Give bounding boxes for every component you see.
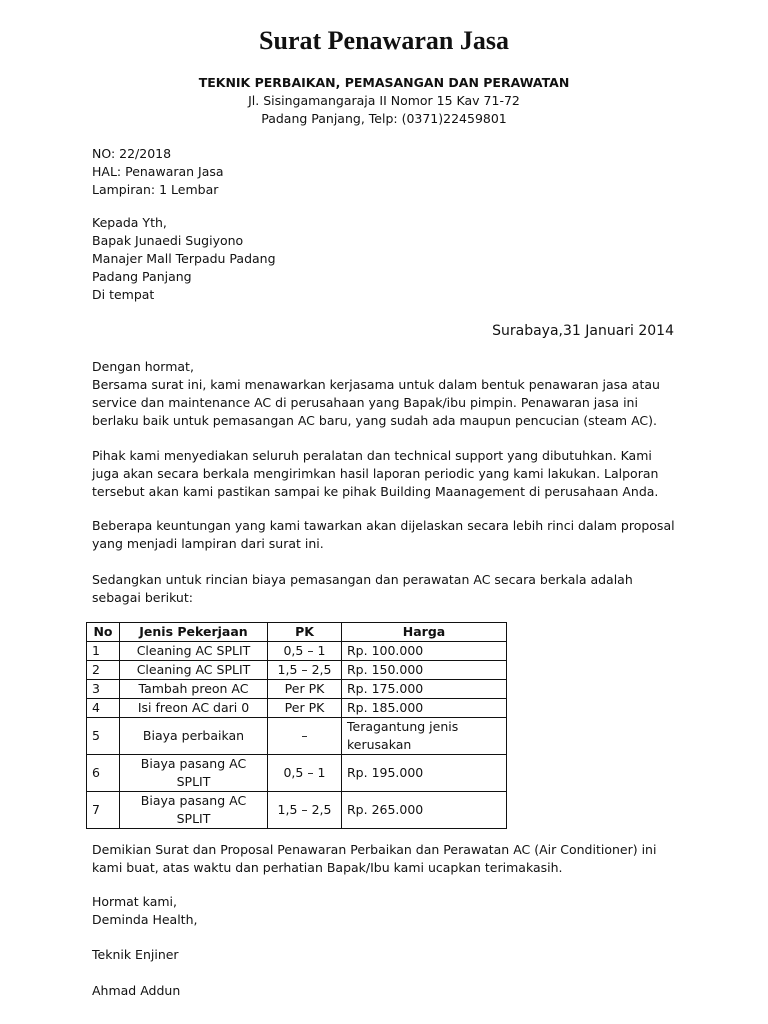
cell-price: Rp. 175.000	[342, 680, 507, 699]
letter-body	[92, 358, 660, 430]
paragraph-3-line: yang menjadi lampiran dari surat ini.	[92, 536, 324, 551]
header-no: No	[87, 623, 120, 642]
cell-job: Biaya perbaikan	[120, 718, 268, 755]
signer-name: Ahmad Addun	[92, 983, 181, 998]
paragraph-1-line: service dan maintenance AC di perusahaan yang Bapak/ibu pimpin. Penawaran jasa ini	[92, 395, 638, 410]
signature-block	[92, 893, 197, 929]
recipient-greeting: Kepada Yth,	[92, 215, 167, 230]
cell-job: Isi freon AC dari 0	[120, 699, 268, 718]
table-row	[87, 661, 507, 680]
closing-paragraph	[92, 841, 656, 877]
paragraph-2-line: Pihak kami menyediakan seluruh peralatan dan technical support yang dibutuhkan. Kami	[92, 448, 652, 463]
letter-date: Surabaya,31 Januari 2014	[492, 323, 674, 339]
header-job: Jenis Pekerjaan	[120, 623, 268, 642]
cell-job: Biaya pasang AC SPLIT	[120, 792, 268, 829]
table-header-row	[87, 623, 507, 642]
recipient-name: Bapak Junaedi Sugiyono	[92, 233, 244, 248]
paragraph-1-line: berlaku baik untuk pemasangan AC baru, yang sudah ada maupun pencucian (steam AC).	[92, 413, 657, 428]
recipient-place: Di tempat	[92, 287, 155, 302]
sender-company: Deminda Health,	[92, 912, 198, 927]
recipient-city: Padang Panjang	[92, 269, 192, 284]
paragraph-3	[92, 517, 675, 553]
cell-price: Rp. 185.000	[342, 699, 507, 718]
paragraph-4	[92, 571, 633, 607]
cell-pk: Per PK	[268, 699, 342, 718]
cell-price: Rp. 100.000	[342, 642, 507, 661]
price-table	[86, 622, 507, 829]
cell-pk: 1,5 – 2,5	[268, 661, 342, 680]
paragraph-3-line: Beberapa keuntungan yang kami tawarkan akan dijelaskan secara lebih rinci dalam proposal	[92, 518, 675, 533]
cell-job: Tambah preon AC	[120, 680, 268, 699]
paragraph-1-line: Bersama surat ini, kami menawarkan kerjasama untuk dalam bentuk penawaran jasa atau	[92, 377, 660, 392]
closing-line: Demikian Surat dan Proposal Penawaran Perbaikan dan Perawatan AC (Air Conditioner) ini	[92, 842, 657, 857]
table-row	[87, 755, 507, 792]
closing-line: kami buat, atas waktu dan perhatian Bapak/Ibu kami ucapkan terimakasih.	[92, 860, 563, 875]
cell-no: 3	[87, 680, 120, 699]
cell-pk: 0,5 – 1	[268, 642, 342, 661]
letter-meta	[92, 145, 224, 199]
cell-no: 4	[87, 699, 120, 718]
table-row	[87, 792, 507, 829]
cell-pk: –	[268, 718, 342, 755]
cell-price: Rp. 195.000	[342, 755, 507, 792]
cell-job: Cleaning AC SPLIT	[120, 661, 268, 680]
cell-pk: 1,5 – 2,5	[268, 792, 342, 829]
letter-subject: HAL: Penawaran Jasa	[92, 164, 224, 179]
cell-price: Rp. 265.000	[342, 792, 507, 829]
cell-no: 5	[87, 718, 120, 755]
cell-job: Biaya pasang AC SPLIT	[120, 755, 268, 792]
company-address: Jl. Sisingamangaraja II Nomor 15 Kav 71-72	[248, 93, 520, 108]
paragraph-4-line: Sedangkan untuk rincian biaya pemasangan dan perawatan AC secara berkala adalah	[92, 572, 633, 587]
cell-no: 2	[87, 661, 120, 680]
table-row	[87, 718, 507, 755]
letter-number: NO: 22/2018	[92, 146, 172, 161]
cell-price: Rp. 150.000	[342, 661, 507, 680]
recipient-block	[92, 214, 276, 304]
cell-no: 7	[87, 792, 120, 829]
letter-title: Surat Penawaran Jasa	[259, 26, 509, 55]
table-row	[87, 680, 507, 699]
recipient-position: Manajer Mall Terpadu Padang	[92, 251, 276, 266]
header-pk: PK	[268, 623, 342, 642]
letter-attachment: Lampiran: 1 Lembar	[92, 182, 219, 197]
signer-role: Teknik Enjiner	[92, 947, 179, 962]
paragraph-2-line: tersebut akan kami pastikan sampai ke pihak Building Maanagement di perusahaan Anda.	[92, 484, 659, 499]
header-price: Harga	[342, 623, 507, 642]
regards: Hormat kami,	[92, 894, 177, 909]
paragraph-4-line: sebagai berikut:	[92, 590, 193, 605]
company-city-phone: Padang Panjang, Telp: (0371)22459801	[261, 111, 507, 126]
salutation: Dengan hormat,	[92, 359, 194, 374]
paragraph-2-line: juga akan secara berkala mengirimkan hasil laporan periodic yang kami lakukan. Lalporan	[92, 466, 659, 481]
paragraph-2	[92, 447, 658, 501]
cell-no: 1	[87, 642, 120, 661]
cell-pk: 0,5 – 1	[268, 755, 342, 792]
table-row	[87, 699, 507, 718]
cell-job: Cleaning AC SPLIT	[120, 642, 268, 661]
company-name: TEKNIK PERBAIKAN, PEMASANGAN DAN PERAWATAN	[198, 75, 570, 90]
cell-price: Teragantung jenis kerusakan	[342, 718, 507, 755]
cell-no: 6	[87, 755, 120, 792]
cell-pk: Per PK	[268, 680, 342, 699]
table-row	[87, 642, 507, 661]
